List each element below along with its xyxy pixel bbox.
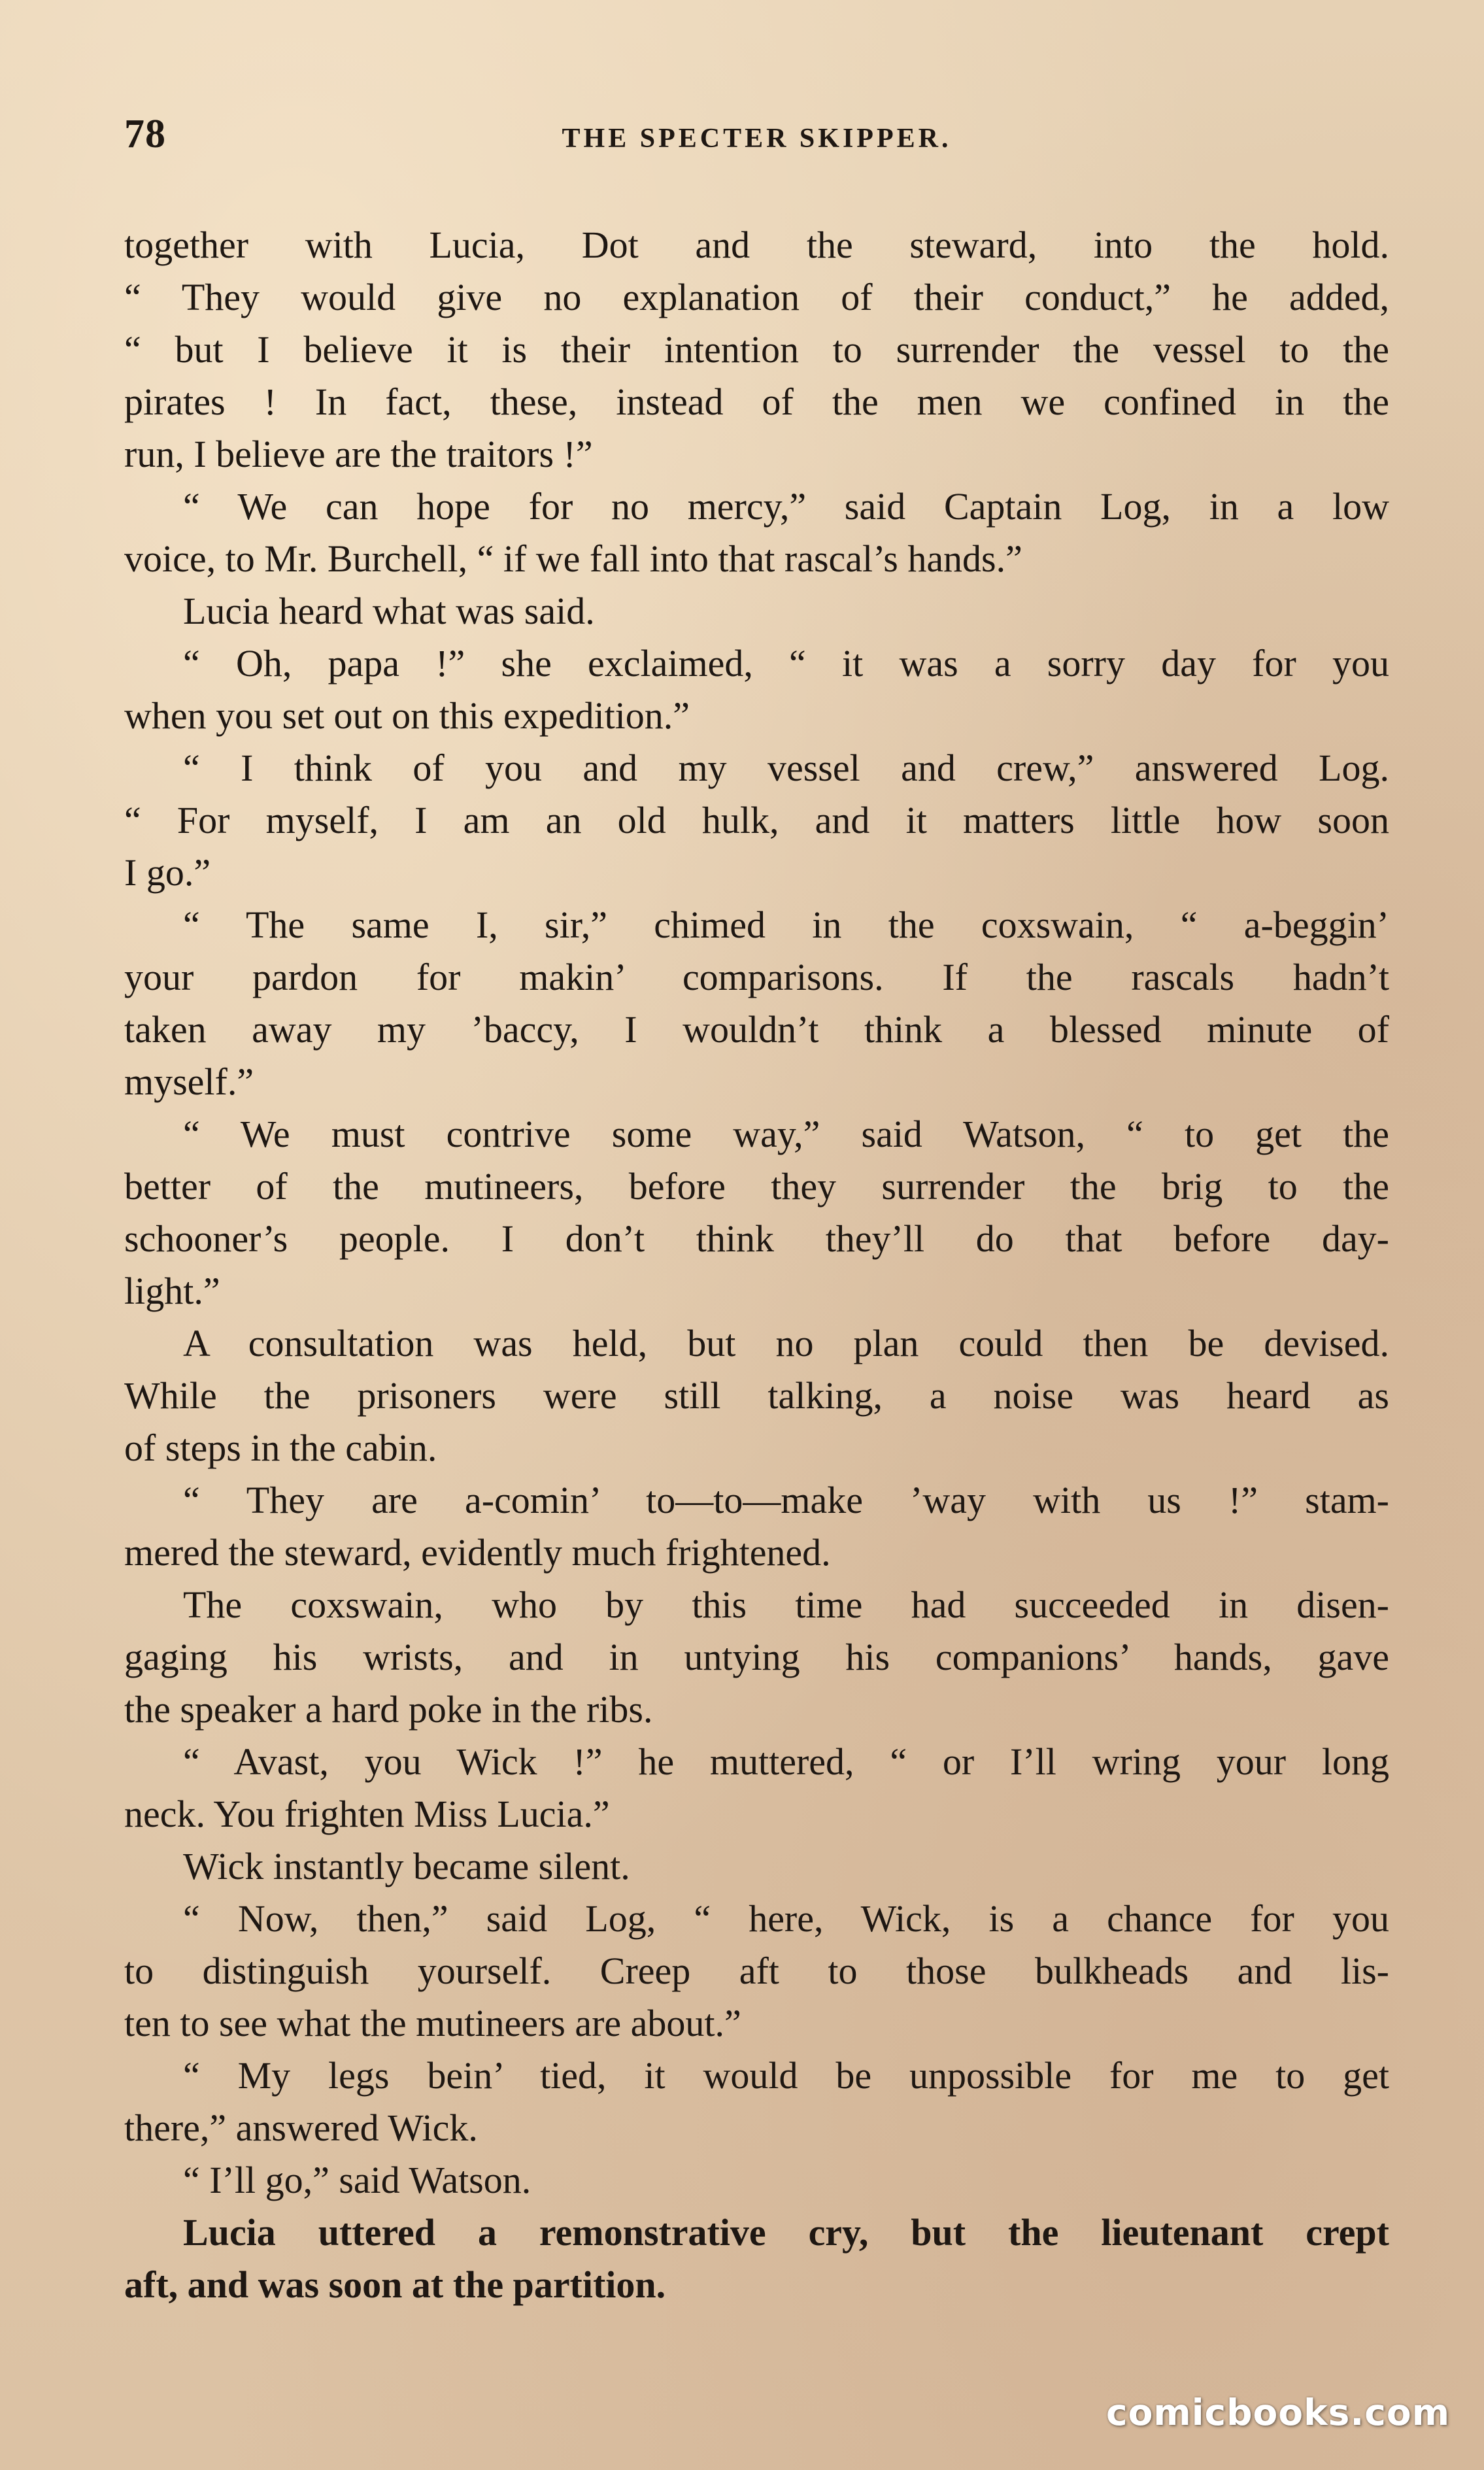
page-number: 78: [124, 112, 166, 156]
text-line: “ We must contrive some way,” said Watson, “ to get the: [183, 1113, 1389, 1155]
text-line: I go.”: [124, 851, 211, 894]
text-line: gaging his wrists, and in untying his companions’ hands, gave: [124, 1636, 1389, 1678]
text-line: “ For myself, I am an old hulk, and it matters little how soon: [124, 799, 1389, 841]
text-line: “ Now, then,” said Log, “ here, Wick, is a chance for you: [183, 1897, 1389, 1940]
text-line: neck. You frighten Miss Lucia.”: [124, 1793, 610, 1835]
text-line: The coxswain, who by this time had succeeded in disen-: [183, 1583, 1389, 1626]
text-line: aft, and was soon at the partition.: [124, 2263, 666, 2306]
text-line: the speaker a hard poke in the ribs.: [124, 1688, 653, 1731]
text-line: “ They would give no explanation of their conduct,” he added,: [124, 276, 1389, 318]
text-line: “ They are a-comin’ to—to—make ’way with us !” stam-: [183, 1479, 1389, 1521]
text-line: of steps in the cabin.: [124, 1427, 437, 1469]
body-text: [124, 219, 1389, 2311]
text-line: pirates ! In fact, these, instead of the men we confined in the: [124, 381, 1389, 423]
text-line: voice, to Mr. Burchell, “ if we fall into that rascal’s hands.”: [124, 537, 1022, 580]
text-line: run, I believe are the traitors !”: [124, 433, 593, 475]
text-line: light.”: [124, 1270, 220, 1312]
text-line: better of the mutineers, before they surrender the brig to the: [124, 1165, 1389, 1208]
text-line: While the prisoners were still talking, a noise was heard as: [124, 1374, 1389, 1417]
text-line: when you set out on this expedition.”: [124, 694, 690, 737]
text-line: mered the steward, evidently much frightened.: [124, 1531, 831, 1574]
text-line: “ I’ll go,” said Watson.: [183, 2159, 531, 2201]
watermark: comicbooks.com: [1106, 2392, 1450, 2433]
text-line: “ The same I, sir,” chimed in the coxswain, “ a-beggin’: [183, 904, 1389, 946]
running-head: [124, 111, 1389, 170]
text-line: Wick instantly became silent.: [183, 1845, 630, 1887]
text-line: your pardon for makin’ comparisons. If the rascals hadn’t: [124, 956, 1389, 998]
text-line: there,” answered Wick.: [124, 2106, 478, 2149]
text-line: “ We can hope for no mercy,” said Captain Log, in a low: [183, 485, 1389, 528]
text-line: “ Oh, papa !” she exclaimed, “ it was a sorry day for you: [183, 642, 1389, 685]
text-line: “ Avast, you Wick !” he muttered, “ or I’ll wring your long: [183, 1740, 1389, 1783]
text-line: taken away my ’baccy, I wouldn’t think a blessed minute of: [124, 1008, 1389, 1051]
text-line: A consultation was held, but no plan could then be devised.: [183, 1322, 1389, 1364]
text-line: Lucia uttered a remonstrative cry, but the lieutenant crept: [183, 2211, 1389, 2254]
text-line: “ but I believe it is their intention to surrender the vessel to the: [124, 328, 1389, 371]
text-line: together with Lucia, Dot and the steward, into the hold.: [124, 224, 1389, 266]
text-line: to distinguish yourself. Creep aft to those bulkheads and lis-: [124, 1950, 1389, 1992]
running-title: THE SPECTER SKIPPER.: [562, 124, 952, 154]
text-line: schooner’s people. I don’t think they’ll do that before day-: [124, 1217, 1389, 1260]
text-line: “ I think of you and my vessel and crew,” answered Log.: [183, 747, 1389, 789]
text-line: myself.”: [124, 1060, 254, 1103]
text-line: ten to see what the mutineers are about.”: [124, 2002, 741, 2044]
text-line: Lucia heard what was said.: [183, 590, 595, 632]
text-line: “ My legs bein’ tied, it would be unpossible for me to get: [183, 2054, 1389, 2097]
